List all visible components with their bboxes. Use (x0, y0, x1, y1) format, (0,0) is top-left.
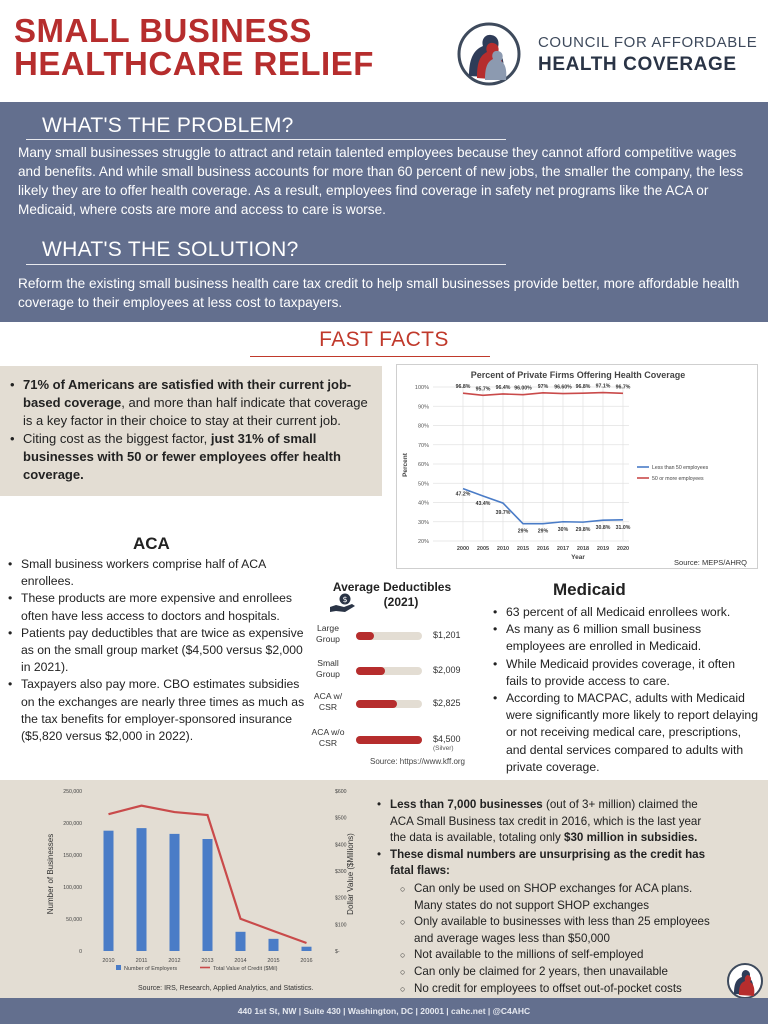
data-label: 97.1% (595, 383, 611, 390)
x-tick-label: 2010 (496, 546, 510, 552)
solution-heading: WHAT'S THE SOLUTION? (42, 238, 299, 261)
y-axis-label: Number of Businesses (46, 833, 55, 915)
hand-money-icon (328, 593, 358, 613)
credit-text: (out of 3+ million) claimed the ACA Small Business tax credit in 2016, which is the last year the data is available, totaling only (390, 798, 702, 845)
y-tick-label: 0 (79, 949, 82, 955)
y-tick-label: 80% (417, 423, 429, 430)
list-item: ○ Can only be claimed for 2 years, then unavailable (390, 964, 717, 981)
problem-heading: WHAT'S THE PROBLEM? (42, 114, 294, 137)
list-item: ○ Not available to the millions of self-employed (390, 947, 717, 964)
legend-entry: Total Value of Credit ($Mil) (213, 966, 278, 972)
problem-text: Many small businesses struggle to attract and retain talented employees because they cannot afford competitive wages and benefits. And while small business accounts for more than 60 percent of new jobs, the smaller the company, the less likely they are to offer health coverage. As a result, employees find coverage in safety net programs like the ACA or Medicaid, where costs are more and access to care is worse. (18, 145, 744, 217)
data-label: 31.0% (615, 524, 631, 531)
aca-list (8, 556, 313, 745)
private-firms-coverage-svg (397, 365, 759, 570)
data-label: 95.7% (475, 386, 491, 393)
deductible-track (356, 632, 422, 640)
fast-facts-underline (250, 356, 490, 357)
data-label: 30% (557, 526, 569, 533)
deductible-track (356, 667, 422, 675)
private-firms-coverage-chart (396, 364, 758, 569)
tax-credit-chart (40, 786, 365, 996)
list-item: • As many as 6 million small business employees are enrolled in Medicaid. (493, 621, 758, 655)
fast-facts-box (0, 366, 382, 496)
fact-bold: just 31% of small businesses with 50 or fewer employees offer health coverage. (23, 431, 341, 482)
deductible-row (306, 689, 476, 719)
y2-tick-label: $400 (335, 842, 347, 849)
y-tick-label: 100% (414, 385, 429, 391)
x-tick-label: 2020 (616, 546, 630, 552)
medicaid-heading: Medicaid (553, 580, 626, 599)
data-label: 96.4% (495, 384, 511, 391)
x-tick-label: 2010 (102, 958, 115, 964)
x-tick-label: 2015 (267, 958, 280, 964)
people-profiles-icon (726, 962, 764, 1000)
x-tick-label: 2016 (300, 958, 313, 964)
list-item (377, 847, 717, 997)
x-tick-label: 2015 (516, 546, 530, 552)
list-item (10, 430, 372, 484)
bar (302, 947, 312, 951)
chart-source: Source: MEPS/AHRQ (674, 558, 747, 567)
x-tick-label: 2000 (456, 546, 470, 552)
bar (137, 828, 147, 951)
list-item: ○ Only available to businesses with less than 25 employees and average wages less than $50,000 (390, 914, 717, 947)
credit-bold: Less than 7,000 businesses (390, 798, 543, 811)
y-tick-label: 90% (417, 404, 429, 411)
y2-tick-label: $300 (335, 869, 347, 875)
people-profiles-icon (455, 22, 525, 86)
deductible-bar (356, 632, 374, 640)
bar (203, 839, 213, 951)
medicaid-list (493, 604, 758, 776)
data-label: 96.8% (455, 384, 471, 391)
svg-text:$: $ (342, 595, 348, 604)
fact-text: , and more than half indicate that coverage is a key factor in their choice to stay at their current job. (23, 395, 368, 428)
fact-text: Citing cost as the biggest factor, (23, 431, 211, 446)
deductible-row (306, 621, 476, 651)
bar (236, 932, 246, 951)
deductible-row (306, 656, 476, 686)
data-label: 39.7% (495, 510, 511, 517)
chart-source: Source: IRS, Research, Applied Analytics, and Statistics. (138, 985, 314, 992)
problem-solution-panel (0, 102, 768, 322)
data-label: 43.4% (475, 500, 491, 507)
legend-swatch (116, 965, 121, 970)
deductible-bar (356, 700, 397, 708)
deductible-track (356, 736, 422, 744)
y-tick-label: 30% (417, 519, 429, 526)
credit-bold: $30 million in subsidies. (564, 831, 698, 845)
solution-heading-underline (26, 264, 506, 265)
list-item: • Taxpayers also pay more. CBO estimates subsidies on the exchanges are nearly three times as much as the tax benefits for employer-sponsored insurance ($5,820 versus $2,000 in 2022). (8, 676, 313, 745)
data-label: 47.2% (455, 491, 471, 498)
x-axis-label: Year (571, 554, 585, 561)
list-item (10, 376, 372, 430)
bar (104, 831, 114, 951)
title-line-1: SMALL BUSINESS (14, 12, 312, 49)
list-item: • These products are more expensive and enrollees often have less access to doctors and hospitals. (8, 590, 313, 624)
x-tick-label: 2018 (576, 546, 590, 552)
y-tick-label: 200,000 (63, 821, 82, 827)
credit-bold: These dismal numbers are unsurprising as the credit has fatal flaws: (390, 847, 706, 878)
tax-credit-list (377, 797, 717, 997)
deductible-label: ACA w/ CSR (313, 691, 343, 712)
x-tick-label: 2012 (168, 958, 181, 964)
y2-tick-label: $- (335, 949, 340, 955)
y-tick-label: 70% (417, 442, 429, 449)
legend-entry: Number of Employers (124, 966, 178, 972)
list-item: • 63 percent of all Medicaid enrollees work. (493, 604, 758, 621)
logo-text-line-2: HEALTH COVERAGE (538, 54, 737, 75)
deductible-label: ACA w/o CSR (311, 727, 345, 748)
deductible-value: $1,201 (433, 630, 461, 640)
data-label: 29% (537, 528, 549, 535)
y-tick-label: 100,000 (63, 885, 82, 891)
y2-axis-label: Dollar Value ($Millions) (346, 833, 355, 915)
x-tick-label: 2019 (596, 546, 610, 552)
title-line-2: HEALTHCARE RELIEF (14, 45, 374, 82)
deductible-bar (356, 667, 385, 675)
data-label: 97% (537, 383, 549, 390)
y2-tick-label: $100 (335, 922, 347, 929)
fact-bold: 71% of Americans are satisfied with their current job-based coverage (23, 377, 352, 410)
deductible-value: $2,009 (433, 665, 461, 675)
bar (170, 834, 180, 951)
list-item: • While Medicaid provides coverage, it often fails to provide access to care. (493, 656, 758, 690)
y-tick-label: 50% (417, 481, 429, 488)
data-label: 96.00% (514, 385, 532, 392)
y-tick-label: 50,000 (66, 917, 82, 923)
deductible-label: Large Group (316, 623, 340, 644)
x-tick-label: 2016 (536, 546, 550, 552)
x-tick-label: 2014 (234, 958, 247, 964)
data-label: 30.8% (595, 525, 611, 532)
data-label: 29% (517, 528, 529, 535)
data-label: 96.60% (554, 384, 572, 391)
list-item: ○ No credit for employees to offset out-of-pocket costs (390, 981, 717, 998)
x-tick-label: 2011 (135, 958, 148, 964)
chart-title: Percent of Private Firms Offering Health Coverage (470, 370, 686, 380)
deductible-track (356, 700, 422, 708)
y-tick-label: 40% (417, 500, 429, 507)
fast-facts-list (10, 376, 372, 484)
deductibles-title-line-2: (2021) (383, 595, 419, 609)
list-item: • According to MACPAC, adults with Medicaid were significantly more likely to report delaying or not receiving medical care, prescriptions, and dental services compared to adults with private coverage. (493, 690, 758, 776)
list-item (377, 797, 717, 847)
fast-facts-title: FAST FACTS (319, 328, 449, 351)
deductible-label: Small Group (316, 658, 340, 679)
y2-tick-label: $200 (335, 895, 347, 902)
data-label: 96.8% (575, 384, 591, 391)
problem-heading-underline (26, 139, 506, 140)
list-item: • Small business workers comprise half of ACA enrollees. (8, 556, 313, 590)
deductible-note: (Silver) (433, 745, 454, 752)
aca-heading: ACA (133, 534, 170, 553)
y-tick-label: 250,000 (63, 789, 82, 795)
list-item: ○ Can only be used on SHOP exchanges for ACA plans. Many states do not support SHOP exchanges (390, 881, 717, 914)
page-title (14, 14, 374, 80)
footer-contact: 440 1st St, NW | Suite 430 | Washington, DC | 20001 | cahc.net | @C4AHC (0, 998, 768, 1024)
deductible-row (306, 725, 476, 755)
data-label: 96.7% (615, 384, 631, 391)
flaws-list (390, 881, 717, 997)
deductibles-title-line-1: Average Deductibles (332, 580, 452, 594)
tax-credit-svg (40, 786, 365, 996)
deductible-value: $4,500 (433, 734, 461, 744)
y-tick-label: 150,000 (63, 853, 82, 859)
deductible-bar (356, 736, 422, 744)
y-tick-label: 60% (417, 462, 429, 468)
solution-text: Reform the existing small business health care tax credit to help small businesses provide better, more affordable health coverage to their employees at less cost to taxpayers. (18, 276, 740, 310)
y2-tick-label: $600 (335, 789, 347, 795)
bar (269, 939, 279, 951)
y-tick-label: 20% (417, 539, 429, 545)
list-item: • Patients pay deductibles that are twice as expensive as on the small group market ($4,500 versus $2,000 in 2021). (8, 625, 313, 677)
legend-entry: Less than 50 employees (652, 465, 709, 471)
deductibles-source: Source: https://www.kff.org (370, 757, 466, 766)
legend-entry: 50 or more employees (652, 476, 704, 482)
x-tick-label: 2005 (476, 546, 490, 552)
logo-text-line-1: COUNCIL FOR AFFORDABLE (538, 34, 758, 51)
y-axis-label: Percent (402, 453, 409, 477)
x-tick-label: 2013 (201, 958, 214, 964)
y2-tick-label: $500 (335, 815, 347, 822)
organization-logo (455, 22, 758, 86)
data-label: 29.8% (575, 527, 591, 534)
x-tick-label: 2017 (556, 546, 570, 552)
deductible-value: $2,825 (433, 698, 461, 708)
